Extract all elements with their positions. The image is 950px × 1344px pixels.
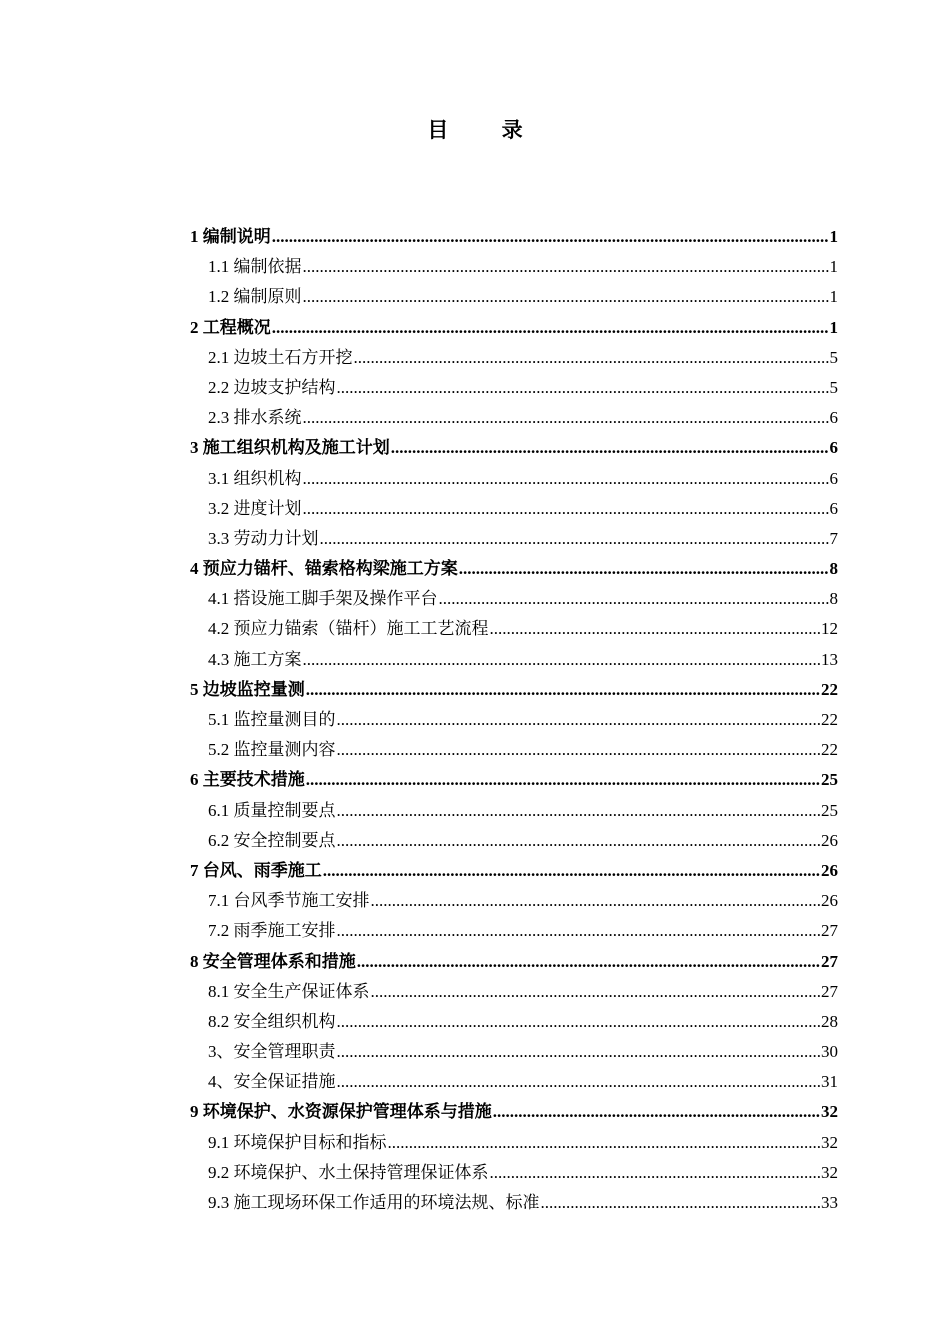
toc-page-number: 5 (829, 347, 838, 367)
toc-page-number: 30 (821, 1042, 838, 1062)
toc-entry-title: 3.1 组织机构 (208, 468, 302, 488)
toc-entry-title: 7.1 台风季节施工安排 (208, 891, 370, 911)
toc-dot-leader (303, 645, 821, 675)
toc-section-entry[interactable] (190, 886, 838, 916)
toc-entry-title: 1.1 编制依据 (208, 257, 302, 277)
toc-page-number: 33 (821, 1193, 838, 1212)
toc-entry-title: 4.2 预应力锚索（锚杆）施工工艺流程 (208, 619, 489, 639)
toc-page-number: 27 (821, 981, 838, 1001)
toc-entry-title: 2.1 边坡土石方开挖 (208, 347, 353, 367)
toc-chapter-entry[interactable] (190, 313, 838, 343)
toc-section-entry[interactable] (190, 282, 838, 312)
toc-entry-title: 2.2 边坡支护结构 (208, 377, 336, 397)
toc-page-number: 25 (821, 800, 838, 820)
toc-section-entry[interactable] (190, 1067, 838, 1097)
toc-dot-leader (490, 1158, 821, 1188)
toc-section-entry[interactable] (190, 1188, 838, 1218)
toc-dot-leader (439, 584, 829, 614)
toc-page-number: 8 (829, 589, 838, 609)
toc-section-entry[interactable] (190, 464, 838, 494)
toc-dot-leader (337, 1067, 821, 1097)
toc-entry-title: 4.1 搭设施工脚手架及操作平台 (208, 589, 438, 609)
toc-chapter-entry[interactable] (190, 765, 838, 795)
toc-entry-title: 1 编制说明 (190, 227, 271, 246)
toc-page-number: 25 (821, 770, 838, 790)
toc-section-entry[interactable] (190, 826, 838, 856)
toc-dot-leader (303, 403, 829, 433)
toc-entry-title: 8 安全管理体系和措施 (190, 951, 356, 971)
toc-entry-title: 5.1 监控量测目的 (208, 710, 336, 729)
toc-dot-leader (303, 494, 829, 524)
toc-entry-title: 3、安全管理职责 (208, 1042, 336, 1062)
toc-chapter-entry[interactable] (190, 554, 838, 584)
toc-page-number: 6 (829, 468, 838, 488)
toc-page-number: 28 (821, 1011, 838, 1031)
toc-page-number: 7 (829, 528, 838, 548)
toc-dot-leader (272, 222, 829, 252)
toc-dot-leader (391, 433, 829, 463)
toc-dot-leader (459, 554, 829, 584)
toc-page-number: 8 (829, 559, 838, 579)
toc-dot-leader (371, 886, 821, 916)
toc-section-entry[interactable] (190, 796, 838, 826)
toc-chapter-entry[interactable] (190, 1097, 838, 1127)
toc-section-entry[interactable] (190, 252, 838, 282)
toc-section-entry[interactable] (190, 1037, 838, 1067)
toc-page-number: 27 (821, 921, 838, 941)
toc-entry-title: 4 预应力锚杆、锚索格构梁施工方案 (190, 559, 458, 579)
toc-dot-leader (337, 373, 829, 403)
toc-entry-title: 8.1 安全生产保证体系 (208, 981, 370, 1001)
toc-dot-leader (320, 524, 829, 554)
toc-section-entry[interactable] (190, 1007, 838, 1037)
toc-chapter-entry[interactable] (190, 856, 838, 886)
toc-page-number: 32 (821, 1162, 838, 1182)
toc-entry-title: 6.1 质量控制要点 (208, 800, 336, 820)
toc-entry-title: 2 工程概况 (190, 317, 271, 337)
toc-dot-leader (337, 735, 821, 765)
toc-page-number: 1 (829, 317, 838, 337)
toc-page-number: 26 (821, 860, 838, 880)
toc-dot-leader (493, 1097, 820, 1127)
toc-dot-leader (306, 765, 820, 795)
toc-dot-leader (541, 1188, 821, 1218)
toc-dot-leader (323, 856, 820, 886)
toc-section-entry[interactable] (190, 343, 838, 373)
toc-dot-leader (357, 947, 820, 977)
toc-dot-leader (371, 977, 821, 1007)
toc-entry-title: 9 环境保护、水资源保护管理体系与措施 (190, 1102, 492, 1122)
toc-dot-leader (337, 705, 821, 735)
toc-page-number: 6 (829, 498, 838, 518)
toc-section-entry[interactable] (190, 524, 838, 554)
toc-chapter-entry[interactable] (190, 222, 838, 252)
toc-entry-title: 4.3 施工方案 (208, 649, 302, 669)
toc-page-number: 13 (821, 649, 838, 669)
toc-dot-leader (337, 826, 821, 856)
toc-entry-title: 9.3 施工现场环保工作适用的环境法规、标准 (208, 1193, 540, 1212)
toc-entry-title: 3.2 进度计划 (208, 498, 302, 518)
toc-page-number: 22 (821, 710, 838, 729)
toc-entry-title: 1.2 编制原则 (208, 287, 302, 307)
toc-dot-leader (303, 252, 829, 282)
toc-section-entry[interactable] (190, 977, 838, 1007)
toc-section-entry[interactable] (190, 494, 838, 524)
toc-entry-title: 9.1 环境保护目标和指标 (208, 1132, 387, 1152)
toc-section-entry[interactable] (190, 1158, 838, 1188)
toc-entry-title: 7 台风、雨季施工 (190, 860, 322, 880)
toc-dot-leader (272, 313, 829, 343)
toc-page-number: 31 (821, 1072, 838, 1092)
toc-page-number: 26 (821, 830, 838, 850)
toc-chapter-entry[interactable] (190, 433, 838, 463)
toc-section-entry[interactable] (190, 735, 838, 765)
toc-page-number: 1 (829, 257, 838, 277)
toc-entry-title: 5 边坡监控量测 (190, 679, 305, 699)
toc-dot-leader (303, 464, 829, 494)
toc-page-number: 26 (821, 891, 838, 911)
toc-page-number: 32 (821, 1132, 838, 1152)
table-of-contents (190, 222, 838, 1218)
toc-page-number: 1 (829, 227, 838, 246)
toc-entry-title: 2.3 排水系统 (208, 408, 302, 428)
toc-entry-title: 9.2 环境保护、水土保持管理保证体系 (208, 1162, 489, 1182)
toc-dot-leader (306, 675, 820, 705)
toc-section-entry[interactable] (190, 403, 838, 433)
toc-entry-title: 8.2 安全组织机构 (208, 1011, 336, 1031)
toc-page-number: 6 (829, 408, 838, 428)
toc-entry-title: 6.2 安全控制要点 (208, 830, 336, 850)
toc-entry-title: 3 施工组织机构及施工计划 (190, 438, 390, 458)
toc-dot-leader (490, 614, 821, 644)
toc-page-number: 6 (829, 438, 838, 458)
toc-page-number: 12 (821, 619, 838, 639)
toc-dot-leader (337, 1007, 821, 1037)
toc-entry-title: 4、安全保证措施 (208, 1072, 336, 1092)
toc-section-entry[interactable] (190, 645, 838, 675)
toc-chapter-entry[interactable] (190, 675, 838, 705)
toc-section-entry[interactable] (190, 1128, 838, 1158)
toc-dot-leader (337, 796, 821, 826)
toc-entry-title: 6 主要技术措施 (190, 770, 305, 790)
toc-page-number: 1 (829, 287, 838, 307)
toc-entry-title: 3.3 劳动力计划 (208, 528, 319, 548)
toc-entry-title: 5.2 监控量测内容 (208, 740, 336, 760)
toc-page-number: 22 (821, 679, 838, 699)
toc-section-entry[interactable] (190, 584, 838, 614)
toc-chapter-entry[interactable] (190, 947, 838, 977)
toc-dot-leader (337, 916, 821, 946)
toc-entry-title: 7.2 雨季施工安排 (208, 921, 336, 941)
toc-page-number: 22 (821, 740, 838, 760)
toc-dot-leader (337, 1037, 821, 1067)
toc-page-number: 5 (829, 377, 838, 397)
toc-dot-leader (354, 343, 829, 373)
toc-page-number: 27 (821, 951, 838, 971)
toc-dot-leader (303, 282, 829, 312)
toc-section-entry[interactable] (190, 916, 838, 946)
toc-section-entry[interactable] (190, 614, 838, 644)
toc-dot-leader (388, 1128, 821, 1158)
toc-page-number: 32 (821, 1102, 838, 1122)
toc-title: 目 录 (427, 118, 547, 142)
toc-section-entry[interactable] (190, 705, 838, 735)
toc-section-entry[interactable] (190, 373, 838, 403)
